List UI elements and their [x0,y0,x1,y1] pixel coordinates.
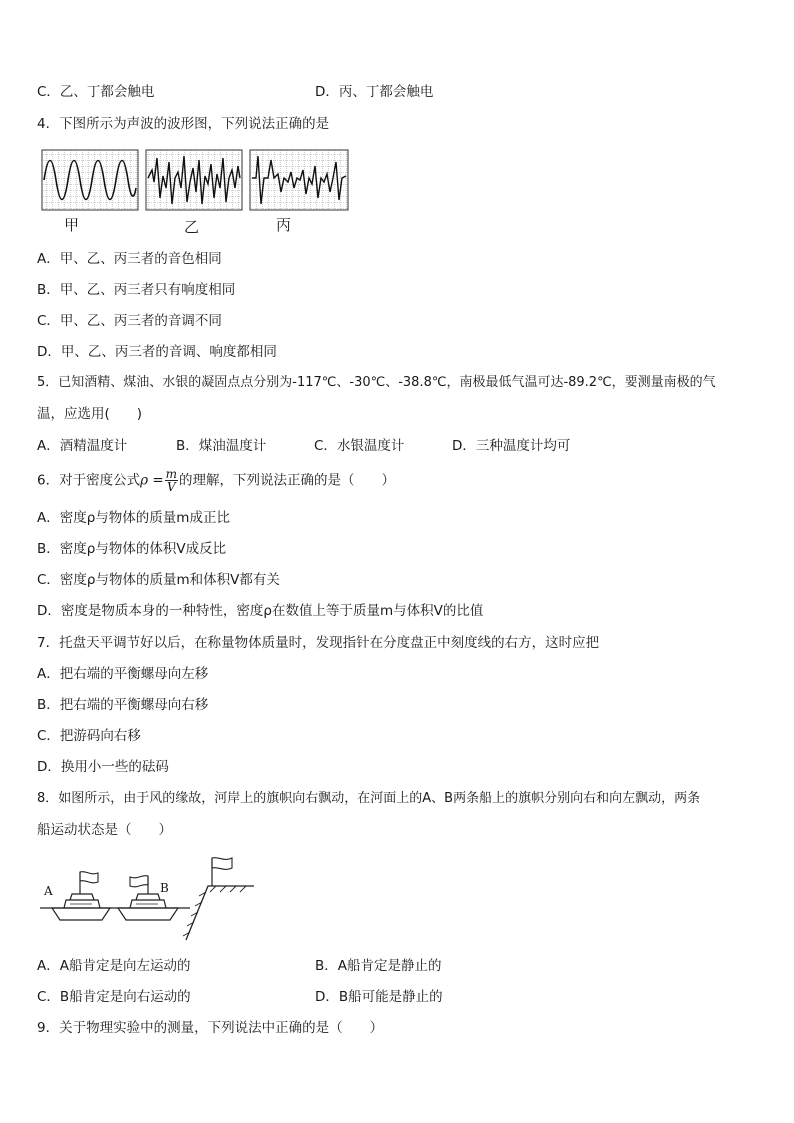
q5-stem-line1: 5．已知酒精、煤油、水银的凝固点点分别为-117℃、-30℃、-38.8℃，南极最低气温可达-89.2℃，要测量南极的气 [37,375,716,390]
q5-option-a: A．酒精温度计 [37,438,128,454]
q8-option-b: B．A船肯定是静止的 [315,958,442,974]
q9-stem: 9．关于物理实验中的测量，下列说法中正确的是（ ） [37,1020,384,1036]
q4-option-d: D．甲、乙、丙三者的音调、响度都相同 [37,344,277,360]
q8-stem-line1: 8．如图所示，由于风的缘故，河岸上的旗帜向右飘动，在河面上的A、B两条船上的旗帜分别向右和向左飘动，两条 [37,791,701,806]
waveform-figure [40,148,352,214]
boat-b-label: B [160,881,169,895]
q8-option-d: D．B船可能是静止的 [315,989,443,1005]
waveform-panel-jia [42,150,138,210]
q3-option-c: C．乙、丁都会触电 [37,84,155,100]
boat-a-label: A [44,884,53,898]
formula-denominator: V [167,480,176,494]
waveform-label-jia: 甲 [64,216,80,234]
q6-stem-pre: 6．对于密度公式 [37,472,141,489]
q7-option-d: D．换用小一些的砝码 [37,759,169,775]
q6-option-b: B．密度ρ与物体的体积V成反比 [37,541,227,557]
q5-option-c: C．水银温度计 [314,438,405,454]
waveform-panel-yi [146,150,242,210]
density-formula-lhs: ρ = [140,472,164,489]
q3-option-d: D．丙、丁都会触电 [315,84,434,100]
waveform-panel-bing [250,150,348,210]
q7-stem: 7．托盘天平调节好以后，在称量物体质量时，发现指针在分度盘正中刻度线的右方，这时应把 [37,635,600,651]
q7-option-c: C．把游码向右移 [37,728,141,744]
waveform-label-yi: 乙 [184,218,200,236]
q4-option-a: A．甲、乙、丙三者的音色相同 [37,251,222,267]
formula-numerator: m [165,467,178,481]
q5-option-d: D．三种温度计均可 [452,438,571,454]
q4-stem: 4．下图所示为声波的波形图，下列说法正确的是 [37,116,330,132]
boat-b [118,876,178,920]
q6-option-a: A．密度ρ与物体的质量m成正比 [37,510,230,526]
q6-option-d: D．密度是物质本身的一种特性，密度ρ在数值上等于质量m与体积V的比值 [37,603,484,619]
q6-stem [37,468,395,493]
q4-option-b: B．甲、乙、丙三者只有响度相同 [37,282,236,298]
q8-option-a: A．A船肯定是向左运动的 [37,958,191,974]
q5-stem-line2: 温，应选用( ) [37,406,143,422]
boats-and-shore-figure [40,852,260,944]
density-formula-fraction [165,468,178,493]
boat-a [52,872,110,920]
q8-option-c: C．B船肯定是向右运动的 [37,989,191,1005]
waveform-label-bing: 丙 [276,216,292,234]
q7-option-a: A．把右端的平衡螺母向左移 [37,666,209,682]
q6-stem-post: 的理解，下列说法正确的是（ ） [179,472,396,489]
q8-stem-line2: 船运动状态是（ ） [37,822,172,838]
q4-option-c: C．甲、乙、丙三者的音调不同 [37,313,222,329]
q6-option-c: C．密度ρ与物体的质量m和体积V都有关 [37,572,280,588]
q7-option-b: B．把右端的平衡螺母向右移 [37,697,209,713]
q5-option-b: B．煤油温度计 [176,438,267,454]
river-bank [183,858,254,940]
